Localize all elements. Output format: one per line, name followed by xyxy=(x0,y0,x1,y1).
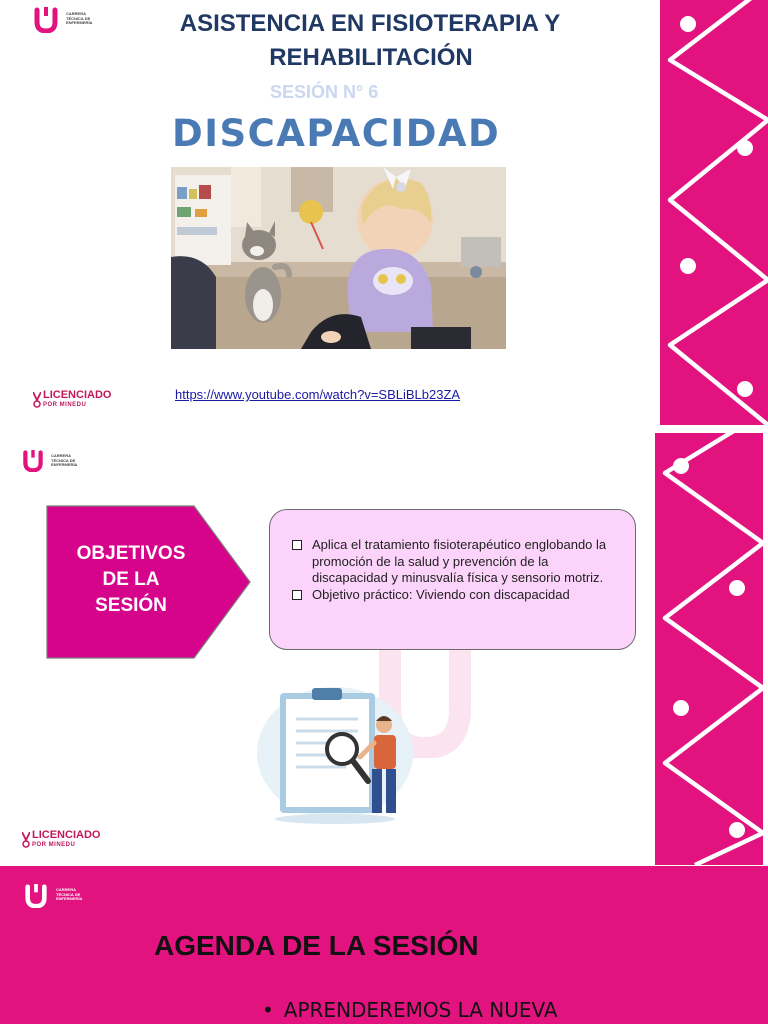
agenda-title: AGENDA DE LA SESIÓN xyxy=(154,930,479,961)
slide-3 xyxy=(0,866,768,1024)
logo-caption: CARRERA TÉCNICA DE ENFERMERÍA xyxy=(51,453,78,467)
checkbox-bullet-icon xyxy=(292,590,302,600)
decorative-side-strip xyxy=(660,0,768,425)
institution-logo-icon xyxy=(24,884,48,913)
magnifying-glass-illustration xyxy=(250,683,420,848)
session-number: SESIÓN N° 6 xyxy=(270,82,379,102)
agenda-bullet-item: • APRENDEREMOS LA NUEVA xyxy=(262,998,558,1022)
checkbox-bullet-icon xyxy=(292,540,302,550)
slide-2 xyxy=(0,433,768,865)
slide-1 xyxy=(0,0,768,425)
slide-gap xyxy=(0,425,768,433)
child-and-cat-photo xyxy=(171,167,506,349)
objective-item: Objetivo práctico: Viviendo con discapacidad xyxy=(290,587,621,604)
main-title: DISCAPACIDAD xyxy=(172,112,501,155)
objectives-box xyxy=(269,509,636,650)
medal-icon xyxy=(33,392,41,408)
decorative-side-strip xyxy=(655,433,768,865)
course-title-line-2: REHABILITACIÓN xyxy=(269,44,473,71)
objectives-label: OBJETIVOS DE LA SESIÓN xyxy=(76,543,186,616)
licenciado-badge: LICENCIADO POR MINEDU xyxy=(33,390,111,410)
institution-logo-icon xyxy=(22,450,44,477)
video-link[interactable]: https://www.youtube.com/watch?v=SBLiBLb23ZA xyxy=(175,387,461,402)
bullet-icon: • xyxy=(262,998,274,1022)
course-title-line-1: ASISTENCIA EN FISIOTERAPIA Y xyxy=(179,10,561,37)
licenciado-badge: LICENCIADO POR MINEDU xyxy=(22,830,100,850)
logo-caption: CARRERA TÉCNICA DE ENFERMERÍA xyxy=(66,11,93,25)
medal-icon xyxy=(22,832,30,848)
objective-item: Aplica el tratamiento fisioterapéutico englobando la promoción de la salud y prevención de la discapacidad y minusvalía física y sensorio motriz. xyxy=(290,537,621,587)
logo-caption: CARRERA TÉCNICA DE ENFERMERÍA xyxy=(56,887,83,901)
